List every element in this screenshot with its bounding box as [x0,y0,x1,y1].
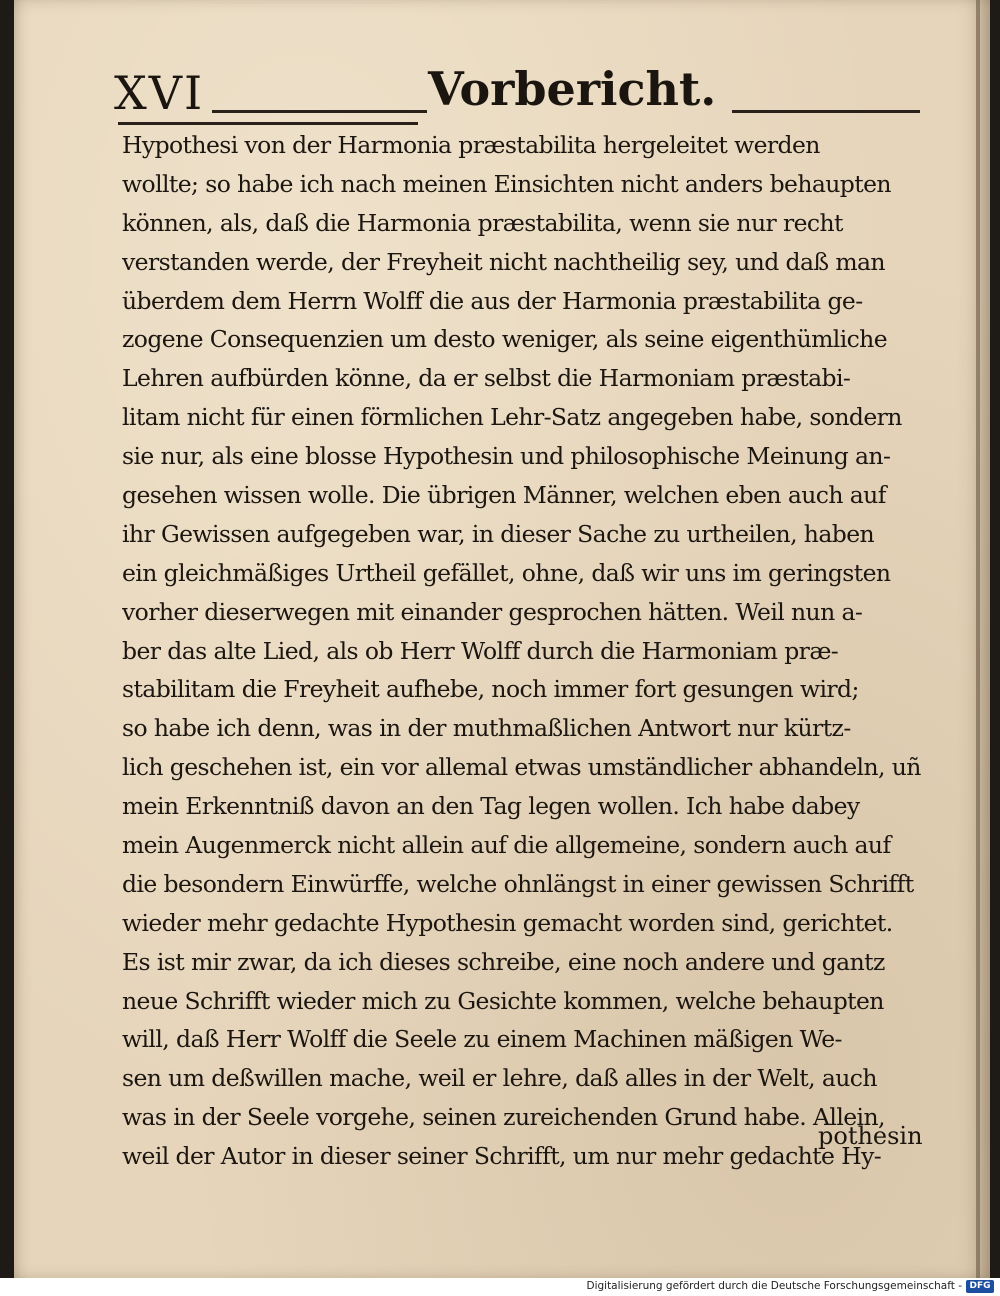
text-line: mein Erkenntniß davon an den Tag legen wollen. Ich habe dabey [122,792,860,821]
page-header [100,58,920,128]
header-rule-right [732,110,920,113]
text-line: will, daß Herr Wolff die Seele zu einem Machinen mäßigen We- [122,1025,842,1054]
text-line: wieder mehr gedachte Hypothesin gemacht worden sind, gerichtet. [122,908,893,937]
text-line: ihr Gewissen aufgegeben war, in dieser Sache zu urtheilen, haben [122,519,875,548]
text-line: mein Augenmerck nicht allein auf die allgemeine, sondern auch auf [122,831,891,860]
text-line: stabilitam die Freyheit aufhebe, noch immer fort gesungen wird; [122,675,859,704]
header-rule-left [212,110,427,113]
text-line: überdem dem Herrn Wolff die aus der Harmonia præstabilita ge- [122,286,863,315]
text-line: zogene Consequenzien um desto weniger, als seine eigenthümliche [122,325,888,354]
catchword: pothesin [818,1122,923,1150]
text-line: gesehen wissen wolle. Die übrigen Männer, welchen eben auch auf [122,481,886,510]
text-line: wollte; so habe ich nach meinen Einsichten nicht anders behaupten [122,169,891,198]
text-line: können, als, daß die Harmonia præstabilita, wenn sie nur recht [122,208,843,237]
text-line: Lehren aufbürden könne, da er selbst die Harmoniam præstabi- [122,364,851,393]
text-line: die besondern Einwürffe, welche ohnlängst in einer gewissen Schrifft [122,869,914,898]
text-line: lich geschehen ist, ein vor allemal etwas umständlicher abhandeln, uñ [122,753,921,782]
text-line: neue Schrifft wieder mich zu Gesichte kommen, welche behaupten [122,986,884,1015]
page-edge-shadow [976,0,980,1278]
body-text [122,126,934,1176]
text-line: verstanden werde, der Freyheit nicht nachtheilig sey, und daß man [122,247,885,276]
text-line: sen um deßwillen mache, weil er lehre, daß alles in der Welt, auch [122,1064,877,1093]
text-line: was in der Seele vorgehe, seinen zureichenden Grund habe. Allein, [122,1103,885,1132]
text-line: ein gleichmäßiges Urtheil gefället, ohne, daß wir uns im geringsten [122,558,891,587]
funding-credit: Digitalisierung gefördert durch die Deutsche Forschungsgemeinschaft - [586,1280,962,1292]
text-line: weil der Autor in dieser seiner Schrifft, um nur mehr gedachte Hy- [122,1142,882,1171]
text-line: so habe ich denn, was in der muthmaßlichen Antwort nur kürtz- [122,714,851,743]
text-line: ber das alte Lied, als ob Herr Wolff durch die Harmoniam præ- [122,636,839,665]
header-rule-under [118,122,418,125]
digitization-footer [0,1278,1000,1296]
running-title: Vorbericht. [428,62,717,116]
dfg-logo: DFG [966,1280,994,1293]
page-number: XVI [114,66,205,120]
text-line: Es ist mir zwar, da ich dieses schreibe, eine noch andere und gantz [122,947,885,976]
text-line: Hypothesi von der Harmonia præstabilita hergeleitet werden [122,131,820,159]
text-line: sie nur, als eine blosse Hypothesin und philosophische Meinung an- [122,442,891,471]
text-line: litam nicht für einen förmlichen Lehr-Satz angegeben habe, sondern [122,403,902,432]
text-line: vorher dieserwegen mit einander gesprochen hätten. Weil nun a- [122,597,863,626]
